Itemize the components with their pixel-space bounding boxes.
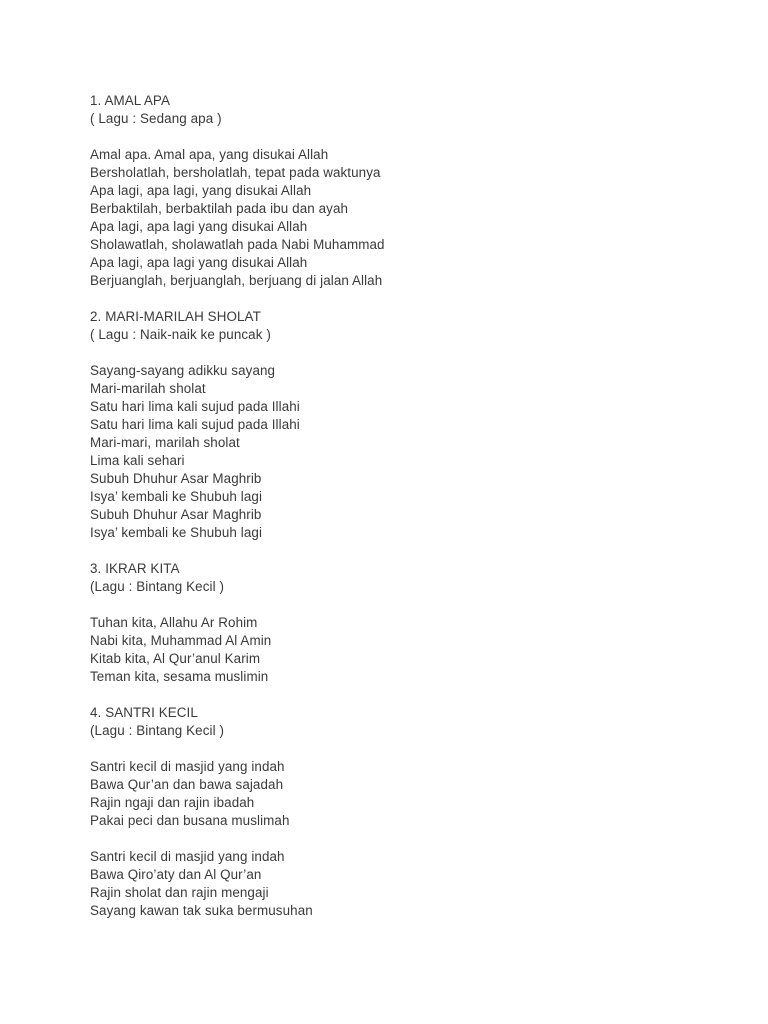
stanza <box>90 362 730 542</box>
song-tune: (Lagu : Bintang Kecil ) <box>90 579 225 594</box>
lyric-line: Apa lagi, apa lagi, yang disukai Allah <box>90 183 312 198</box>
lyric-line: Satu hari lima kali sujud pada Illahi <box>90 399 300 414</box>
song-tune: ( Lagu : Naik-naik ke puncak ) <box>90 327 271 342</box>
song-ikrar-kita <box>90 560 730 686</box>
lyric-line: Pakai peci dan busana muslimah <box>90 813 290 828</box>
lyric-line: Apa lagi, apa lagi yang disukai Allah <box>90 255 308 270</box>
lyric-line: Sayang-sayang adikku sayang <box>90 363 276 378</box>
song-title: 3. IKRAR KITA <box>90 561 180 576</box>
lyric-line: Berjuanglah, berjuanglah, berjuang di jalan Allah <box>90 273 383 288</box>
lyric-line: Isya’ kembali ke Shubuh lagi <box>90 489 263 504</box>
song-tune: (Lagu : Bintang Kecil ) <box>90 723 225 738</box>
lyric-line: Bersholatlah, bersholatlah, tepat pada waktunya <box>90 165 381 180</box>
song-title: 4. SANTRI KECIL <box>90 705 198 720</box>
lyric-line: Bawa Qiro’aty dan Al Qur’an <box>90 867 262 882</box>
lyric-line: Mari-marilah sholat <box>90 381 206 396</box>
lyric-line: Nabi kita, Muhammad Al Amin <box>90 633 272 648</box>
lyric-line: Tuhan kita, Allahu Ar Rohim <box>90 615 258 630</box>
song-mari-marilah-sholat <box>90 308 730 542</box>
lyric-line: Satu hari lima kali sujud pada Illahi <box>90 417 300 432</box>
lyric-line: Subuh Dhuhur Asar Maghrib <box>90 507 262 522</box>
lyric-line: Subuh Dhuhur Asar Maghrib <box>90 471 262 486</box>
stanza <box>90 758 730 830</box>
song-tune: ( Lagu : Sedang apa ) <box>90 111 222 126</box>
song-title: 2. MARI-MARILAH SHOLAT <box>90 309 261 324</box>
lyric-line: Mari-mari, marilah sholat <box>90 435 240 450</box>
lyric-line: Sholawatlah, sholawatlah pada Nabi Muhammad <box>90 237 385 252</box>
document-page <box>90 92 730 938</box>
lyric-line: Isya’ kembali ke Shubuh lagi <box>90 525 263 540</box>
lyric-line: Lima kali sehari <box>90 453 185 468</box>
lyric-line: Berbaktilah, berbaktilah pada ibu dan ayah <box>90 201 349 216</box>
song-santri-kecil <box>90 704 730 920</box>
lyric-line: Santri kecil di masjid yang indah <box>90 849 285 864</box>
song-amal-apa <box>90 92 730 290</box>
lyric-line: Bawa Qur’an dan bawa sajadah <box>90 777 284 792</box>
lyric-line: Apa lagi, apa lagi yang disukai Allah <box>90 219 308 234</box>
lyric-line: Amal apa. Amal apa, yang disukai Allah <box>90 147 329 162</box>
lyric-line: Rajin ngaji dan rajin ibadah <box>90 795 255 810</box>
lyric-line: Teman kita, sesama muslimin <box>90 669 269 684</box>
lyric-line: Rajin sholat dan rajin mengaji <box>90 885 269 900</box>
lyric-line: Kitab kita, Al Qur’anul Karim <box>90 651 261 666</box>
lyric-line: Santri kecil di masjid yang indah <box>90 759 285 774</box>
lyric-line: Sayang kawan tak suka bermusuhan <box>90 903 313 918</box>
song-title: 1. AMAL APA <box>90 93 170 108</box>
stanza <box>90 146 730 290</box>
stanza <box>90 848 730 920</box>
stanza <box>90 614 730 686</box>
